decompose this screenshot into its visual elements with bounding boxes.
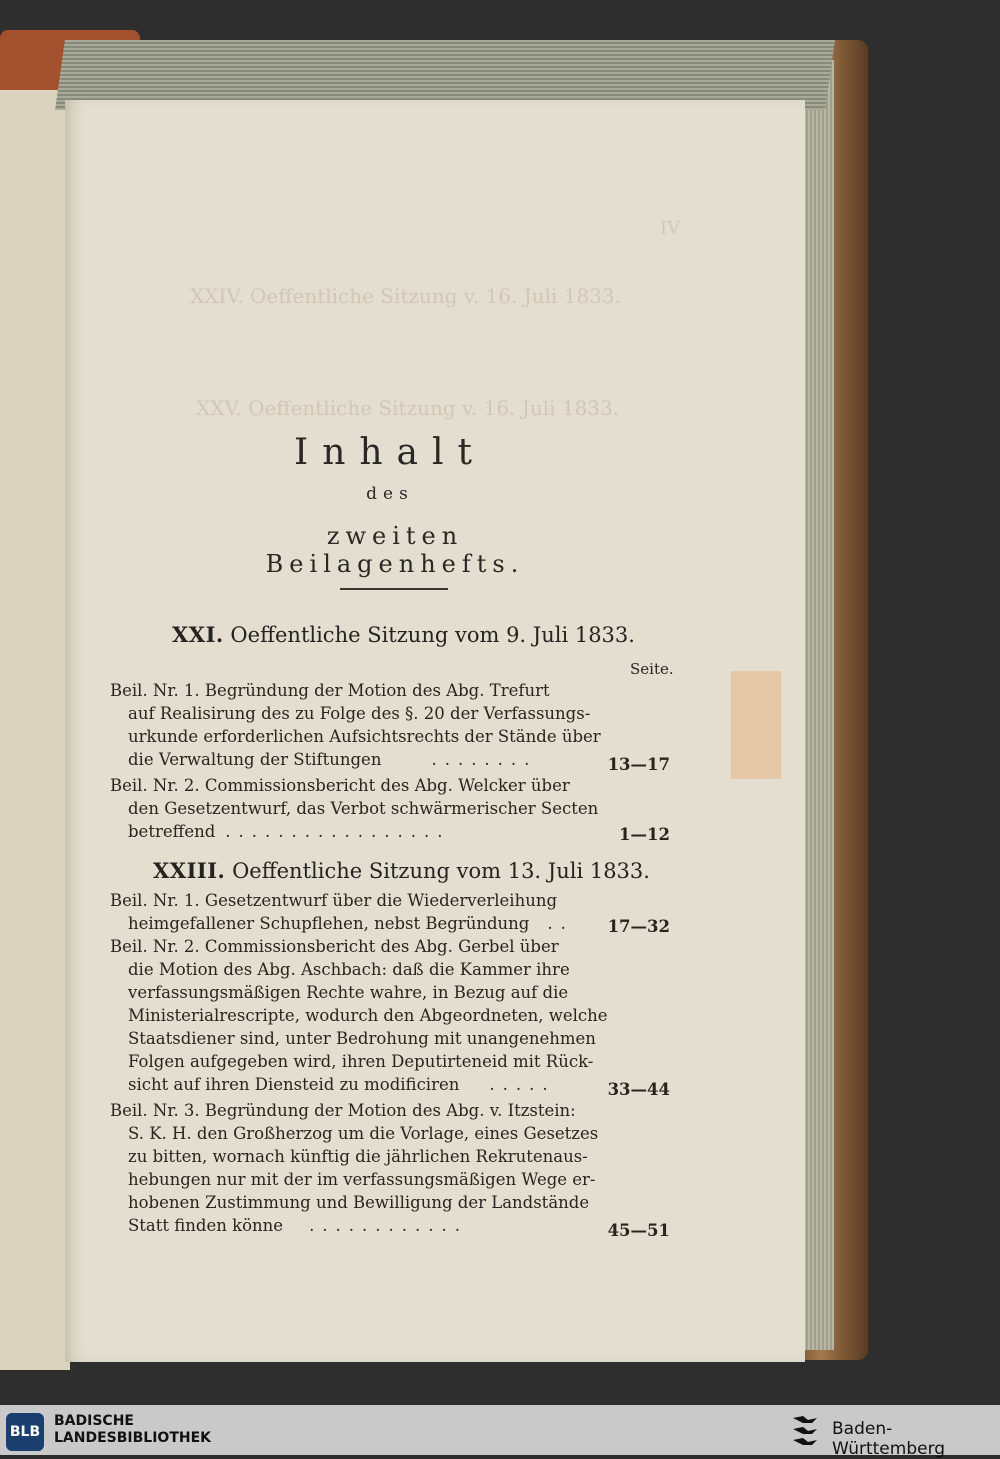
section-title: Oeffentliche Sitzung vom 13. Juli 1833. xyxy=(232,859,650,883)
toc-line: die Motion des Abg. Aschbach: daß die Kammer ihre xyxy=(128,960,570,979)
baden-wuerttemberg-lions-icon[interactable] xyxy=(790,1414,822,1448)
toc-line: Beil. Nr. 3. Begründung der Motion des Abg. v. Itzstein: xyxy=(110,1101,576,1120)
page-stack xyxy=(800,60,834,1350)
blb-name-line1: BADISCHE xyxy=(54,1413,134,1429)
toc-line-text: Statt finden könne xyxy=(128,1216,284,1235)
toc-line-text: betreffend xyxy=(128,822,216,841)
bleed-through-page-number: IV xyxy=(660,218,681,239)
toc-line: Statt finden könne ............ xyxy=(128,1216,469,1235)
toc-line: S. K. H. den Großherzog um die Vorlage, eines Gesetzes xyxy=(128,1124,599,1143)
toc-line: Beil. Nr. 1. Begründung der Motion des Abg. Trefurt xyxy=(110,681,550,700)
toc-page-range: 13—17 xyxy=(607,755,670,774)
toc-line: Beil. Nr. 2. Commissionsbericht des Abg. Welcker über xyxy=(110,776,570,795)
title-divider xyxy=(340,588,448,590)
bleed-through-heading-2: XXV. Oeffentliche Sitzung v. 16. Juli 1833. xyxy=(196,396,620,420)
toc-line: sicht auf ihren Diensteid zu modificiren ..... xyxy=(128,1075,556,1094)
toc-line: hobenen Zustimmung und Bewilligung der Landstände xyxy=(128,1193,590,1212)
toc-line: Beil. Nr. 1. Gesetzentwurf über die Wiederverleihung xyxy=(110,891,558,910)
toc-line: urkunde erforderlichen Aufsichtsrechts der Stände über xyxy=(128,727,601,746)
toc-line-text: heimgefallener Schupflehen, nebst Begründung xyxy=(128,914,530,933)
bleed-through-heading-1: XXIV. Oeffentliche Sitzung v. 16. Juli 1833. xyxy=(190,284,622,308)
toc-line: Beil. Nr. 2. Commissionsbericht des Abg. Gerbel über xyxy=(110,937,559,956)
toc-line: auf Realisirung des zu Folge des §. 20 der Verfassungs- xyxy=(128,704,591,723)
toc-line: hebungen nur mit der im verfassungsmäßigen Wege er- xyxy=(128,1170,596,1189)
toc-page-range: 17—32 xyxy=(607,917,670,936)
paper-tag xyxy=(731,671,781,779)
page-subtitle: zweiten Beilagenhefts. xyxy=(265,522,525,578)
title-des: des xyxy=(366,484,414,504)
toc-line: Ministerialrescripte, wodurch den Abgeordneten, welche xyxy=(128,1006,608,1025)
toc-line: zu bitten, wornach künftig die jährlichen Rekrutenaus- xyxy=(128,1147,588,1166)
section-number: XXIII. xyxy=(153,858,226,883)
toc-page-range: 45—51 xyxy=(607,1221,670,1240)
toc-page-range: 33—44 xyxy=(607,1080,670,1099)
blb-logo-icon[interactable]: BLB xyxy=(6,1413,44,1451)
toc-line: verfassungsmäßigen Rechte wahre, in Bezug auf die xyxy=(128,983,569,1002)
toc-line: betreffend ................. xyxy=(128,822,451,841)
toc-line: Folgen aufgegeben wird, ihren Deputirteneid mit Rück- xyxy=(128,1052,594,1071)
page-title: Inhalt xyxy=(293,432,487,473)
seite-label: Seite. xyxy=(630,660,674,678)
toc-page-range: 1—12 xyxy=(619,825,670,844)
left-page xyxy=(0,90,70,1370)
toc-line: Staatsdiener sind, unter Bedrohung mit unangenehmen xyxy=(128,1029,596,1048)
toc-line: den Gesetzentwurf, das Verbot schwärmerischer Secten xyxy=(128,799,599,818)
section-number: XXI. xyxy=(172,622,224,647)
toc-line: heimgefallener Schupflehen, nebst Begründung .. xyxy=(128,914,574,933)
section-heading-xxiii xyxy=(153,858,650,883)
toc-line-text: die Verwaltung der Stiftungen xyxy=(128,750,382,769)
footer-bar xyxy=(0,1405,1000,1459)
toc-line-text: sicht auf ihren Diensteid zu modificiren xyxy=(128,1075,460,1094)
baden-wuerttemberg-label[interactable]: Baden-Württemberg xyxy=(832,1419,946,1459)
blb-name[interactable] xyxy=(54,1413,211,1447)
blb-name-line2: LANDESBIBLIOTHEK xyxy=(54,1430,212,1446)
section-title: Oeffentliche Sitzung vom 9. Juli 1833. xyxy=(230,623,635,647)
section-heading-xxi xyxy=(172,622,635,647)
toc-line: die Verwaltung der Stiftungen ........ xyxy=(128,750,538,769)
